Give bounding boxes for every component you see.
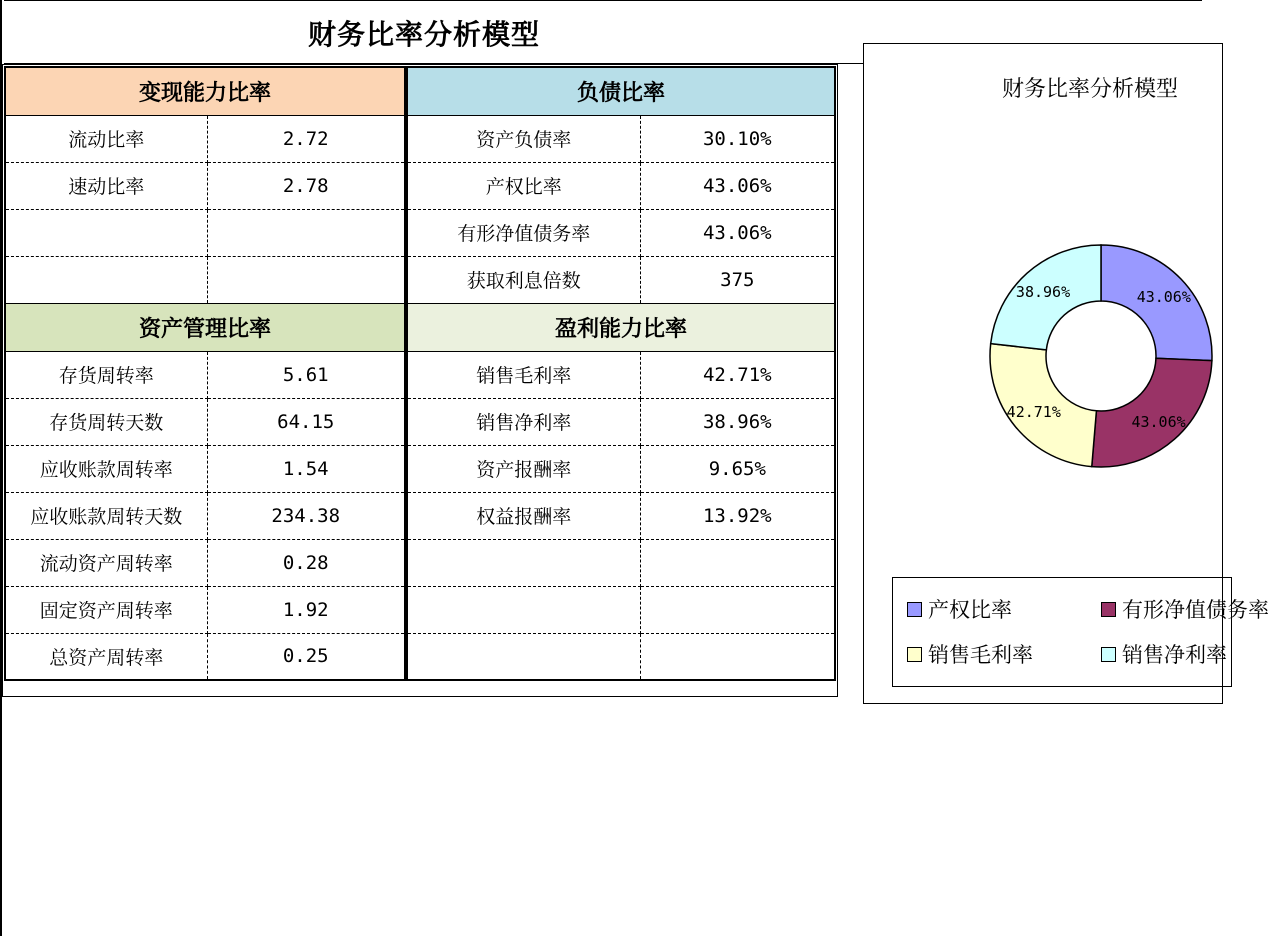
table-row [5,633,405,680]
ratio-name-cell[interactable]: 存货周转率 [5,351,207,398]
right-ratio-table [406,66,836,681]
ratio-name-cell[interactable]: 应收账款周转率 [5,445,207,492]
table-row [407,445,835,492]
legend-label: 有形净值债务率 [1122,598,1269,622]
table-row [5,256,405,303]
table-row [5,115,405,162]
legend-item [1101,639,1227,669]
ratio-name-cell[interactable] [407,633,640,680]
ratio-value-cell[interactable] [640,539,835,586]
ratio-value-cell[interactable] [640,586,835,633]
chart-legend[interactable] [892,577,1269,687]
ratio-value-cell[interactable]: 13.92% [640,492,835,539]
ratio-value-cell[interactable] [640,633,835,680]
donut-data-label: 38.96% [1015,283,1071,302]
legend-swatch-icon [907,647,922,662]
ratio-value-cell[interactable]: 375 [640,256,835,303]
table-row [407,256,835,303]
chart-title: 财务比率分析模型 [1002,77,1179,102]
ratio-name-cell[interactable]: 资产负债率 [407,115,640,162]
table-row [407,586,835,633]
ratio-name-cell[interactable]: 资产报酬率 [407,445,640,492]
ratio-name-cell[interactable]: 销售毛利率 [407,351,640,398]
ratio-name-cell[interactable]: 有形净值债务率 [407,209,640,256]
ratio-value-cell[interactable]: 0.25 [282,645,329,668]
ratio-name-cell[interactable] [407,539,640,586]
ratio-name-cell[interactable]: 获取利息倍数 [407,256,640,303]
legend-item [1101,594,1269,624]
table-row [407,539,835,586]
table-row [407,398,835,445]
ratio-name-cell[interactable]: 速动比率 [5,162,207,209]
table-row [5,445,405,492]
ratio-value-cell[interactable]: 30.10% [640,115,835,162]
table-row [5,398,405,445]
donut-data-label: 43.06% [1131,413,1186,432]
legend-label: 产权比率 [928,598,1012,622]
table-row [407,162,835,209]
ratio-value-cell[interactable]: 5.61 [207,351,405,398]
ratio-value-cell[interactable] [207,209,405,256]
table-row [5,492,405,539]
donut-chart-svg [864,44,1224,564]
page-title: 财务比率分析模型 [307,18,540,51]
legend-swatch-icon [907,602,922,617]
table-row [407,115,835,162]
ratio-value-cell[interactable]: 38.96% [640,398,835,445]
ratio-name-cell[interactable]: 固定资产周转率 [5,586,207,633]
asset-mgmt-header[interactable]: 资产管理比率 [5,303,405,351]
ratio-value-cell[interactable]: 42.71% [640,351,835,398]
table-row [5,586,405,633]
debt-header[interactable]: 负债比率 [407,67,835,115]
donut-data-label: 42.71% [1006,403,1061,422]
donut-data-label: 43.06% [1136,287,1191,306]
ratio-name-cell[interactable] [5,256,207,303]
ratio-name-cell[interactable]: 产权比率 [407,162,640,209]
ratio-value-cell[interactable]: 0.28 [207,539,405,586]
ratio-value-cell[interactable]: 2.72 [207,115,405,162]
ratio-value-cell[interactable]: 2.78 [207,162,405,209]
donut-chart[interactable] [863,43,1269,704]
ratio-name-cell[interactable] [407,586,640,633]
ratio-value-cell[interactable]: 43.06% [640,209,835,256]
ratio-name-cell[interactable] [5,209,207,256]
ratio-value-cell[interactable]: 43.06% [640,162,835,209]
liquidity-header[interactable]: 变现能力比率 [5,67,405,115]
legend-item [907,594,1012,624]
table-row [5,162,405,209]
legend-swatch-icon [1101,602,1116,617]
ratio-value-cell[interactable]: 1.92 [207,586,405,633]
legend-item [907,639,1033,669]
legend-label: 销售毛利率 [928,643,1033,667]
left-ratio-table [4,66,406,681]
title-divider [4,63,866,64]
ratio-name-cell[interactable]: 总资产周转率 [5,633,207,680]
ratio-value-cell[interactable]: 64.15 [207,398,405,445]
ratio-name-cell[interactable]: 销售净利率 [407,398,640,445]
table-row [5,351,405,398]
ratio-name-cell[interactable]: 应收账款周转天数 [5,492,207,539]
ratio-name-cell[interactable]: 存货周转天数 [5,398,207,445]
table-row [407,492,835,539]
ratio-value-cell[interactable]: 9.65% [640,445,835,492]
table-row [407,633,835,680]
ratio-name-cell[interactable]: 权益报酬率 [407,492,640,539]
table-row [5,209,405,256]
table-row [407,351,835,398]
legend-swatch-icon [1101,647,1116,662]
ratio-value-cell[interactable] [207,256,405,303]
profit-header[interactable]: 盈利能力比率 [407,303,835,351]
ratio-value-cell[interactable]: 234.38 [207,492,405,539]
ratio-name-cell[interactable]: 流动资产周转率 [5,539,207,586]
legend-label: 销售净利率 [1122,643,1227,667]
ratio-name-cell[interactable]: 流动比率 [5,115,207,162]
table-row [407,209,835,256]
ratio-value-cell[interactable]: 1.54 [207,445,405,492]
table-row [5,539,405,586]
